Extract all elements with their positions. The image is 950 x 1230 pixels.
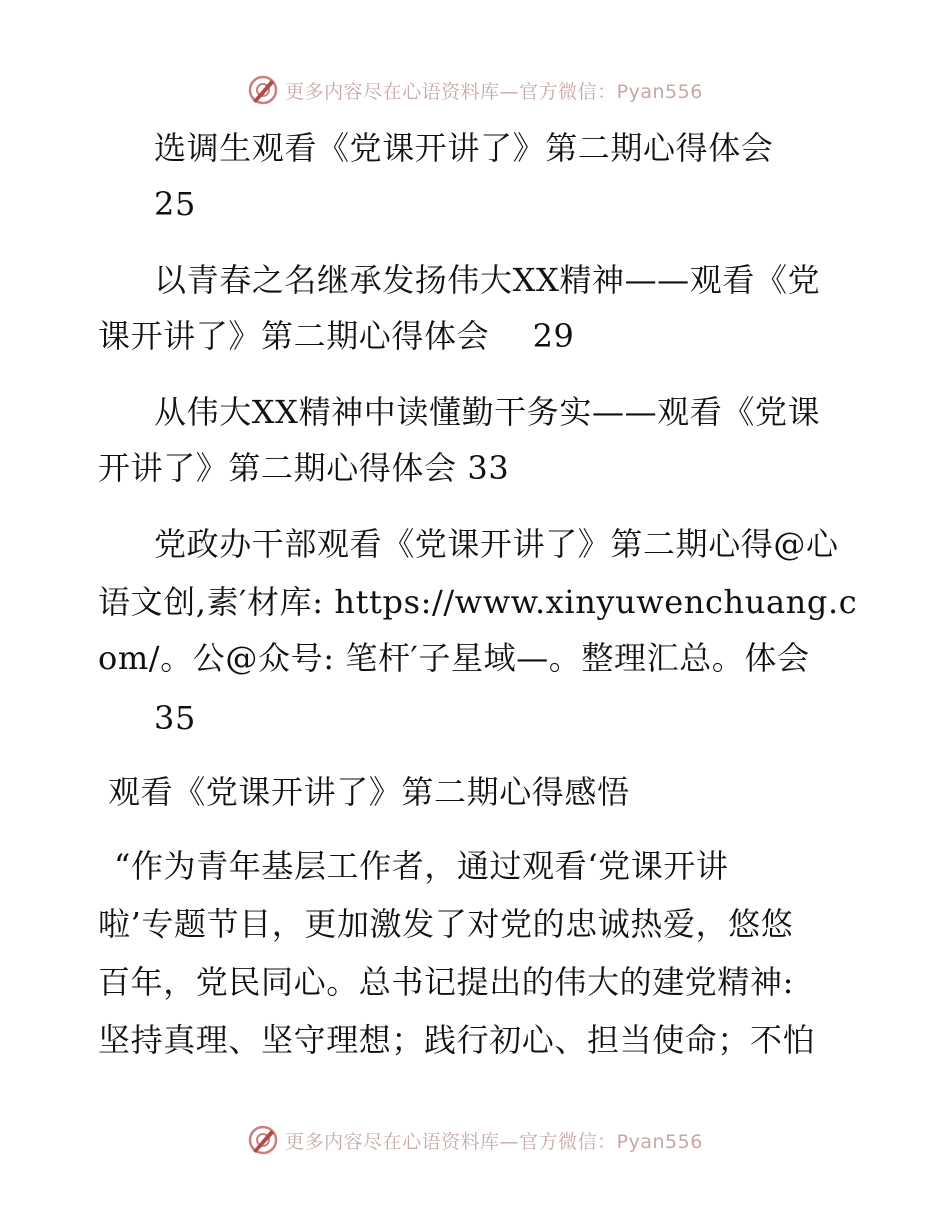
body-line: 百年，党民同心。总书记提出的伟大的建党精神: (98, 963, 794, 1001)
toc-entry-line: 选调生观看《党课开讲了》第二期心得体会 (154, 129, 774, 167)
section-title: 观看《党课开讲了》第二期心得感悟 (108, 773, 630, 811)
toc-entry-line: 课开讲了》第二期心得体会 29 (98, 317, 575, 355)
pen-logo-icon (247, 74, 279, 106)
footer-banner (0, 1120, 950, 1160)
toc-entry-line: 从伟大XX精神中读懂勤干务实——观看《党课 (154, 393, 821, 431)
body-line: 坚持真理、坚守理想；践行初心、担当使命；不怕 (98, 1021, 816, 1059)
pen-logo-icon (247, 1124, 279, 1156)
toc-entry-page: 35 (154, 699, 196, 737)
body-line: “作为青年基层工作者，通过观看‘党课开讲 (114, 847, 729, 885)
toc-entry-line: 以青春之名继承发扬伟大XX精神——观看《党 (154, 261, 821, 299)
toc-entry-page: 25 (154, 185, 196, 223)
body-line: 啦’专题节目，更加激发了对党的忠诚热爱，悠悠 (98, 905, 794, 943)
toc-entry-line: om/。公@众号: 笔杆′子星域—。整理汇总。体会 (98, 639, 810, 677)
header-banner (0, 70, 950, 110)
toc-entry-line: 党政办干部观看《党课开讲了》第二期心得@心 (154, 525, 839, 563)
toc-entry-line: 语文创,素′材库: https://www.xinyuwenchuang.c (98, 583, 858, 621)
header-banner-text: 更多内容尽在心语资料库—官方微信：Pyan556 (285, 80, 703, 103)
toc-entry-line: 开讲了》第二期心得体会 33 (98, 449, 510, 487)
footer-banner-text: 更多内容尽在心语资料库—官方微信：Pyan556 (285, 1130, 703, 1153)
